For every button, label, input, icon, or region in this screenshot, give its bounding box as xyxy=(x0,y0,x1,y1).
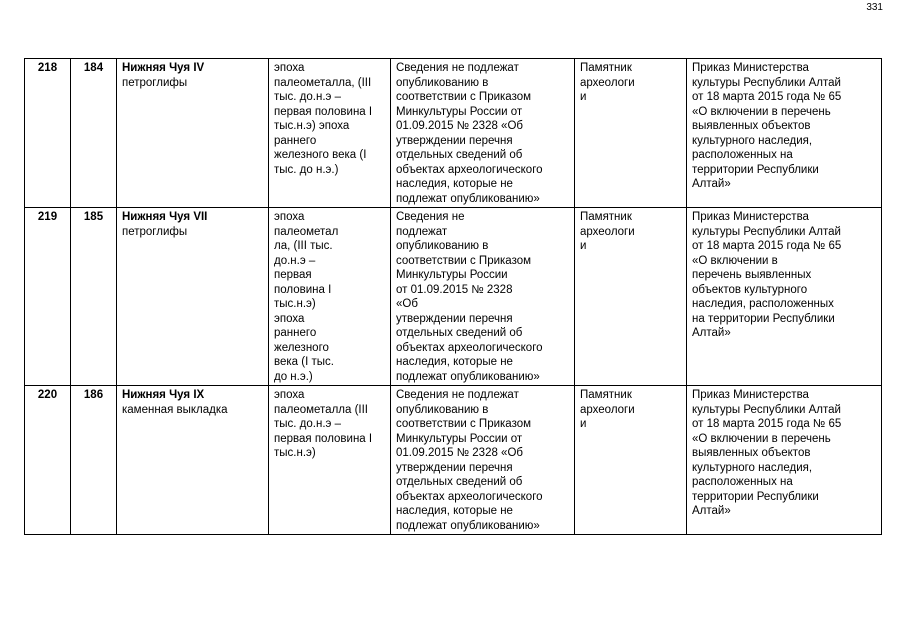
row-number-cell: 218 xyxy=(25,59,71,208)
table-row xyxy=(25,208,882,386)
object-name: Нижняя Чуя VII xyxy=(122,211,208,223)
object-name: Нижняя Чуя IV xyxy=(122,62,205,74)
dating-cell: эпоха палеометал ла, (III тыс. до.н.э – первая половина I тыс.н.э) эпоха раннего железного века (I тыс. до н.э.) xyxy=(269,208,391,386)
table-row xyxy=(25,386,882,535)
category-cell: Памятник археологи и xyxy=(575,59,687,208)
object-name-cell xyxy=(117,208,269,386)
row-number-cell: 220 xyxy=(25,386,71,535)
location-cell: Сведения не подлежат опубликованию в соответствии с Приказом Минкультуры России от 01.09.2015 № 2328 «Об утверждении перечня отдельных сведений об объектах археологического наследия, которые не подлежат опубликованию» xyxy=(391,59,575,208)
object-name-cell xyxy=(117,386,269,535)
object-name-cell xyxy=(117,59,269,208)
document-cell: Приказ Министерства культуры Республики Алтай от 18 марта 2015 года № 65 «О включении в перечень выявленных объектов культурного наследия, расположенных на территории Республики Алтай» xyxy=(687,59,882,208)
document-cell: Приказ Министерства культуры Республики Алтай от 18 марта 2015 года № 65 «О включении в перечень выявленных объектов культурного наследия, расположенных на территории Республики Алтай» xyxy=(687,386,882,535)
registry-number-cell: 185 xyxy=(71,208,117,386)
location-cell: Сведения не подлежат опубликованию в соответствии с Приказом Минкультуры России от 01.09.2015 № 2328 «Об утверждении перечня отдельных сведений об объектах археологического наследия, которые не подлежат опубликованию» xyxy=(391,208,575,386)
location-cell: Сведения не подлежат опубликованию в соответствии с Приказом Минкультуры России от 01.09.2015 № 2328 «Об утверждении перечня отдельных сведений об объектах археологического наследия, которые не подлежат опубликованию» xyxy=(391,386,575,535)
document-cell: Приказ Министерства культуры Республики Алтай от 18 марта 2015 года № 65 «О включении в перечень выявленных объектов культурного наследия, расположенных на территории Республики Алтай» xyxy=(687,208,882,386)
object-type: каменная выкладка xyxy=(122,403,228,416)
object-type: петроглифы xyxy=(122,76,188,89)
heritage-registry-table xyxy=(24,58,882,535)
object-name: Нижняя Чуя IX xyxy=(122,389,205,401)
category-cell: Памятник археологи и xyxy=(575,386,687,535)
registry-number-cell: 186 xyxy=(71,386,117,535)
registry-number-cell: 184 xyxy=(71,59,117,208)
page-number: 331 xyxy=(866,2,883,13)
row-number-cell: 219 xyxy=(25,208,71,386)
dating-cell: эпоха палеометалла (III тыс. до.н.э – первая половина I тыс.н.э) xyxy=(269,386,391,535)
category-cell: Памятник археологи и xyxy=(575,208,687,386)
dating-cell: эпоха палеометалла, (III тыс. до.н.э – первая половина I тыс.н.э) эпоха раннего железного века (I тыс. до н.э.) xyxy=(269,59,391,208)
object-type: петроглифы xyxy=(122,225,188,238)
table-row xyxy=(25,59,882,208)
